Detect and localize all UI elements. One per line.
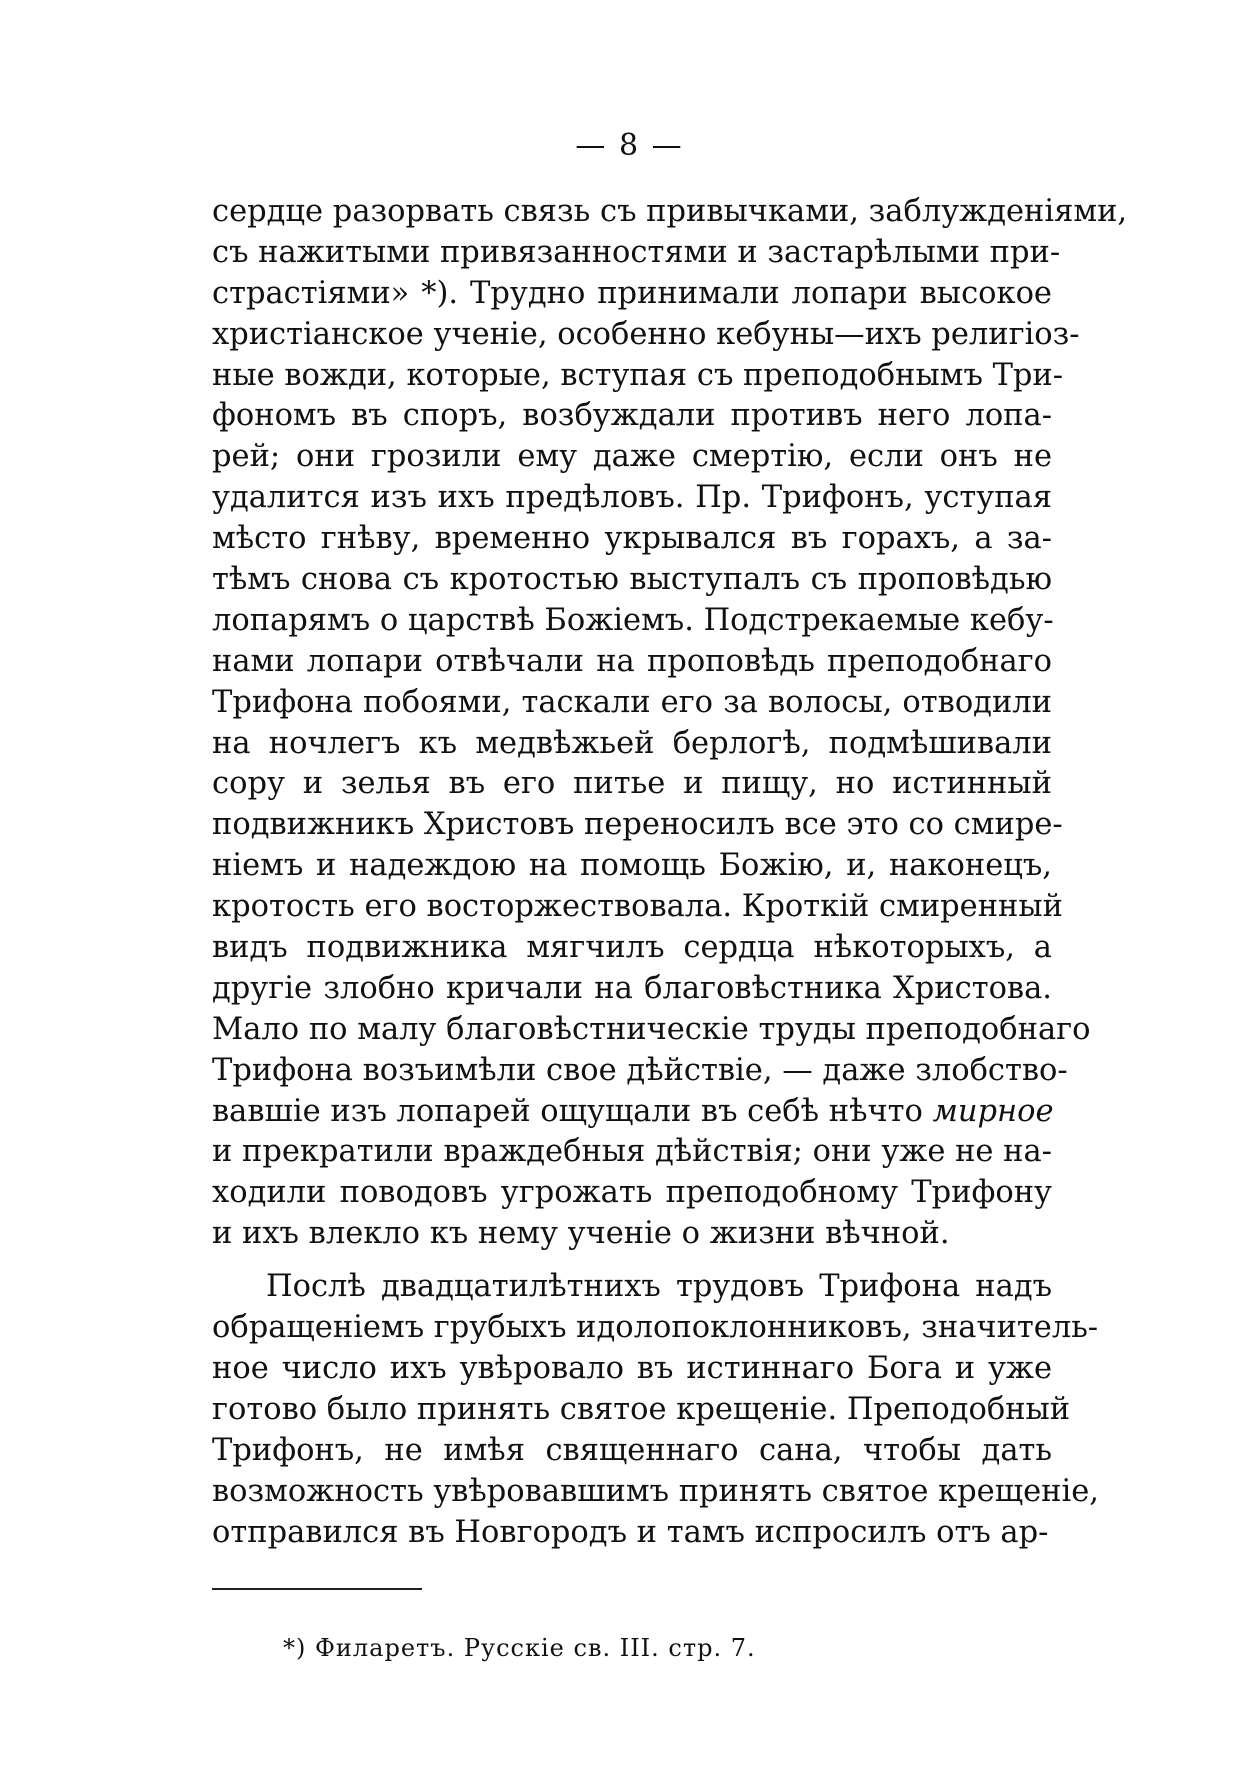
text-line: съ нажитыми привязанностями и застарѣлыми при- [212,234,1061,270]
footnote: *) Филаретъ. Русскіе св. III. стр. 7. [283,1634,756,1662]
footnote-separator [212,1588,422,1590]
page-number: — 8 — [575,128,684,163]
text-line: отправился въ Новгородъ и тамъ испросилъ отъ ар- [212,1514,1049,1550]
text-line: Трифонъ, не имѣя священнаго сана, чтобы дать [212,1432,1052,1468]
text-line: возможность увѣровавшимъ принять святое крещеніе, [212,1473,1099,1509]
text-line: Трифона возъимѣли свое дѣйствіе, — даже злобство- [212,1052,1068,1088]
text-line: и прекратили враждебныя дѣйствія; они уже не на- [212,1134,1052,1170]
text-line: сору и зелья въ его питье и пищу, но истинный [212,766,1052,802]
text-line: ніемъ и надеждою на помощь Божію, и, наконецъ, [212,848,1052,884]
text-line: ное число ихъ увѣровало въ истиннаго Бога и уже [212,1350,1052,1386]
text-line: кротость его восторжествовала. Кроткій смиренный [212,889,1063,925]
body-text [212,192,1128,1553]
text-line: тѣмъ снова съ кротостью выступалъ съ проповѣдью [212,562,1052,598]
text-line: Мало по малу благовѣстническіе труды преподобнаго [212,1011,1091,1047]
text-line: обращеніемъ грубыхъ идолопоклонниковъ, значитель- [212,1310,1099,1346]
footnote-separator-dash [212,1588,232,1590]
text-line: готово было принять святое крещеніе. Преподобный [212,1391,1071,1427]
text-line: христіанское ученіе, особенно кебуны—ихъ религіоз- [212,316,1080,352]
text-line: страстіями» *). Трудно принимали лопари высокое [212,275,1052,311]
text-line: удалится изъ ихъ предѣловъ. Пр. Трифонъ, уступая [212,480,1052,516]
paragraph-gap [212,1255,1052,1267]
paragraph [212,1267,1099,1553]
text-line: вавшіе изъ лопарей ощущали въ себѣ нѣчто мирное [212,1093,1054,1129]
text-line: на ночлегъ къ медвѣжьей берлогѣ, подмѣшивали [212,725,1052,761]
text-line: Трифона побоями, таскали его за волосы, отводили [212,684,1052,720]
emphasis: мирное [932,1093,1054,1129]
text-line: видъ подвижника мягчилъ сердца нѣкоторыхъ, а [212,930,1052,966]
text-line: рей; они грозили ему даже смертію, если онъ не [212,439,1052,475]
text-line: другіе злобно кричали на благовѣстника Христова. [212,970,1052,1006]
text-line: сердце разорвать связь съ привычками, заблужденіями, [212,194,1128,229]
text-line: мѣсто гнѣву, временно укрывался въ горахъ, а за- [212,521,1052,557]
paragraph [212,192,1128,1255]
text-line: нами лопари отвѣчали на проповѣдь преподобнаго [212,643,1052,679]
text-line: ные вожди, которые, вступая съ преподобнымъ Три- [212,357,1064,393]
text-line: ходили поводовъ угрожать преподобному Трифону [212,1175,1052,1211]
text-line: Послѣ двадцатилѣтнихъ трудовъ Трифона надъ [266,1269,1052,1305]
text-line: фономъ въ споръ, возбуждали противъ него лопа- [212,398,1052,434]
text-line: и ихъ влекло къ нему ученіе о жизни вѣчной. [212,1216,950,1252]
text-line: подвижникъ Христовъ переносилъ все это со смире- [212,807,1063,843]
text-line: лопарямъ о царствѣ Божіемъ. Подстрекаемые кебу- [212,602,1054,638]
